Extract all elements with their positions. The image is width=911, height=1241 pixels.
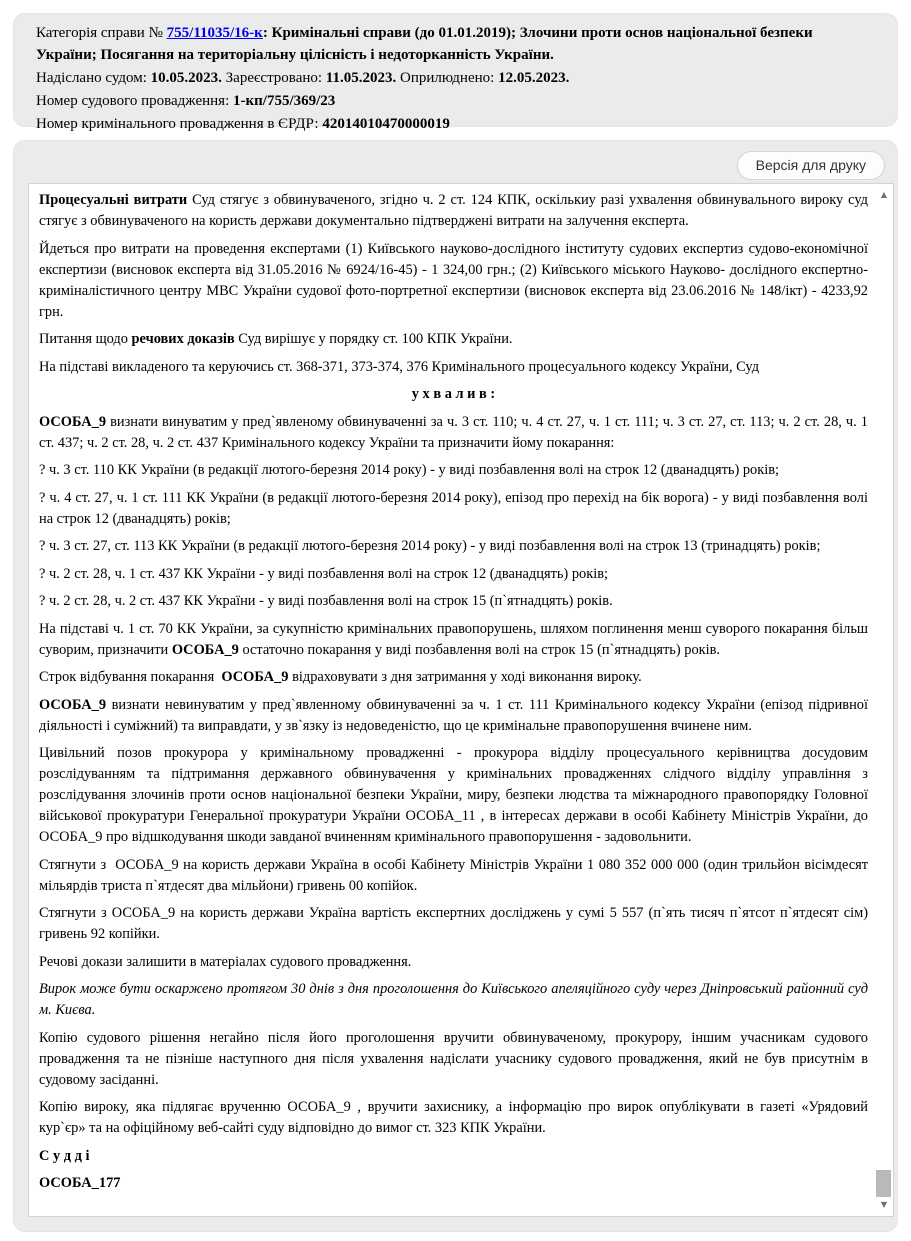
doc-paragraph: Цивільний позов прокурора у кримінальному провадженні - прокурора відділу процесуального керівництва досудовим розслідуванням та підтримання державного обвинувачення у кримінальних провадженнях слідчого відділу управління з розслідування злочинів проти основ національної безпеки України, миру, безпеки людства та міжнародного правопорядку Головної військової прокуратури Генеральної прокуратури України ОСОБА_11 , в інтересах держави в особі Кабінету Міністрів України, до ОСОБА_9 про відшкодування шкоди завданої вчиненням кримінального правопорушення - задовольнити. bbox=[39, 745, 868, 845]
registered-label: Зареєстровано: bbox=[221, 70, 326, 86]
doc-paragraph: Йдеться про витрати на проведення експертами (1) Київського науково-дослідного інституту судових експертиз судово-економічної експертизи (висновок експерта від 31.05.2016 № 6924/16-45) - 1 324,00 грн.; (2) Київського міського Науково- дослідного експертно-криміналістичного центру МВС України судової фото-портретної експертизи (висновок експерта від 23.06.2016 № 148/ікт) - 4233,92 грн. bbox=[39, 240, 868, 320]
doc-paragraph: Строк відбування покарання ОСОБА_9 відраховувати з дня затримання у ході виконання вироку. bbox=[39, 669, 642, 685]
court-proceeding-number-line bbox=[36, 90, 875, 112]
doc-paragraph: На підставі ч. 1 ст. 70 КК України, за сукупністю кримінальних правопорушень, шляхом поглинення менш суворого покарання більш суворим, призначити ОСОБА_9 остаточно покарання у виді позбавлення волі на строк 15 (п`ятнадцять) років. bbox=[39, 620, 868, 658]
erdr-label: Номер кримінального провадження в ЄРДР: bbox=[36, 116, 323, 132]
sent-label: Надіслано судом: bbox=[36, 70, 151, 86]
doc-paragraph: Процесуальні витрати Суд стягує з обвинуваченого, згідно ч. 2 ст. 124 КПК, оскількиу разі ухвалення обвинувального вироку суд стягує з обвинуваченого на користь держави документально підтверджені витрати на залучення експерта. bbox=[39, 192, 868, 229]
doc-paragraph: Копію вироку, яка підлягає врученню ОСОБА_9 , вручити захиснику, а інформацію про вирок опублікувати в газеті «Урядовий кур`єр» та на офіційному веб-сайті суду відповідно до вимог ст. 323 КПК України. bbox=[39, 1099, 868, 1136]
print-version-button[interactable]: Версія для друку bbox=[737, 151, 885, 180]
case-category-label: Категорія справи № bbox=[36, 25, 167, 41]
doc-paragraph: у х в а л и в : bbox=[411, 386, 496, 402]
doc-paragraph: Стягнути з ОСОБА_9 на користь держави Україна в особі Кабінету Міністрів України 1 080 352 000 000 (один трильйон вісімдесят мільярдів триста п`ятдесят два мільйони) гривень 00 копійок. bbox=[39, 856, 868, 894]
doc-paragraph: ОСОБА_9 визнати винуватим у пред`явленому обвинуваченні за ч. 3 ст. 110; ч. 4 ст. 27, ч. 1 ст. 111; ч. 3 ст. 27, ст. 113; ч. 2 ст. 28, ч. 1 ст. 437; ч. 2 ст. 28, ч. 2 ст. 437 Кримінального кодексу України та призначити йому покарання: bbox=[39, 413, 868, 451]
doc-paragraph: ? ч. 3 ст. 27, ст. 113 КК України (в редакції лютого-березня 2014 року) - у виді позбавлення волі на строк 13 (тринадцять) років; bbox=[39, 538, 821, 554]
published-label: Оприлюднено: bbox=[396, 70, 499, 86]
doc-paragraph: ? ч. 4 ст. 27, ч. 1 ст. 111 КК України (в редакції лютого-березня 2014 року), епізод про перехід на бік ворога) - у виді позбавлення волі на строк 12 (дванадцять) років; bbox=[39, 489, 868, 527]
document-panel bbox=[13, 140, 898, 1232]
doc-paragraph: Стягнути з ОСОБА_9 на користь держави Україна вартість експертних досліджень у сумі 5 557 (п`ять тисяч п`ятсот п`ятдесят сім) гривень 92 копійки. bbox=[39, 905, 868, 942]
published-date: 12.05.2023. bbox=[498, 70, 570, 86]
doc-paragraph: ? ч. 2 ст. 28, ч. 2 ст. 437 КК України - у виді позбавлення волі на строк 15 (п`ятнадцять) років. bbox=[39, 593, 613, 609]
scrollbar[interactable] bbox=[875, 184, 893, 1216]
doc-paragraph: Речові докази залишити в матеріалах судового провадження. bbox=[39, 953, 412, 970]
erdr-value: 42014010470000019 bbox=[322, 116, 450, 132]
document-body bbox=[39, 184, 868, 1216]
doc-paragraph: ? ч. 3 ст. 110 КК України (в редакції лютого-березня 2014 року) - у виді позбавлення волі на строк 12 (дванадцять) років; bbox=[39, 462, 780, 478]
sent-date: 10.05.2023. bbox=[150, 70, 222, 86]
case-meta-panel bbox=[13, 13, 898, 132]
doc-paragraph: ? ч. 2 ст. 28, ч. 1 ст. 437 КК України - у виді позбавлення волі на строк 12 (дванадцять) років; bbox=[39, 565, 608, 582]
proceeding-label: Номер судового провадження: bbox=[36, 93, 233, 109]
doc-paragraph: Копію судового рішення негайно після його проголошення вручити обвинуваченому, прокурору, іншим учасникам судового провадження та не пізніше наступного дня після ухвалення надіслати учаснику судового провадження, який не був присутнім в судовому засіданні. bbox=[39, 1029, 868, 1088]
erdr-number-line bbox=[36, 113, 875, 135]
scrollbar-thumb[interactable] bbox=[876, 1170, 891, 1197]
doc-paragraph: На підставі викладеного та керуючись ст. 368-371, 373-374, 376 Кримінального процесуального кодексу України, Суд bbox=[39, 358, 760, 375]
doc-paragraph: ОСОБА_177 bbox=[39, 1175, 121, 1191]
document-viewer bbox=[28, 183, 894, 1217]
doc-paragraph: С у д д і bbox=[39, 1147, 90, 1164]
case-category-line bbox=[36, 22, 875, 66]
proceeding-value: 1-кп/755/369/23 bbox=[233, 93, 336, 109]
scrollbar-down-icon[interactable]: ▼ bbox=[880, 1200, 888, 1209]
doc-paragraph: Вирок може бути оскаржено протягом 30 днів з дня проголошення до Київського апеляційного суду через Дніпровський районний суд м. Києва. bbox=[39, 981, 868, 1018]
case-category-text: Кримінальні справи (до 01.01.2019); Злочини проти основ національної безпеки України; Посягання на територіальну цілісність і недоторканність України. bbox=[36, 25, 813, 63]
doc-paragraph: ОСОБА_9 визнати невинуватим у пред`явленному обвинуваченні за ч. 1 ст. 111 Кримінального кодексу України (епізод підривної діяльності і суміжний) та виправдати, у зв`язку із недоведеністю, що це кримінальне правопорушення вчинене ним. bbox=[39, 696, 868, 734]
case-number-link[interactable]: 755/11035/16-к bbox=[166, 25, 263, 41]
doc-paragraph: Питання щодо речових доказів Суд вирішує у порядку ст. 100 КПК України. bbox=[39, 331, 513, 347]
case-dates-line bbox=[36, 67, 875, 89]
scrollbar-up-icon[interactable]: ▲ bbox=[880, 190, 888, 199]
registered-date: 11.05.2023. bbox=[325, 70, 397, 86]
colon: : bbox=[262, 25, 272, 41]
